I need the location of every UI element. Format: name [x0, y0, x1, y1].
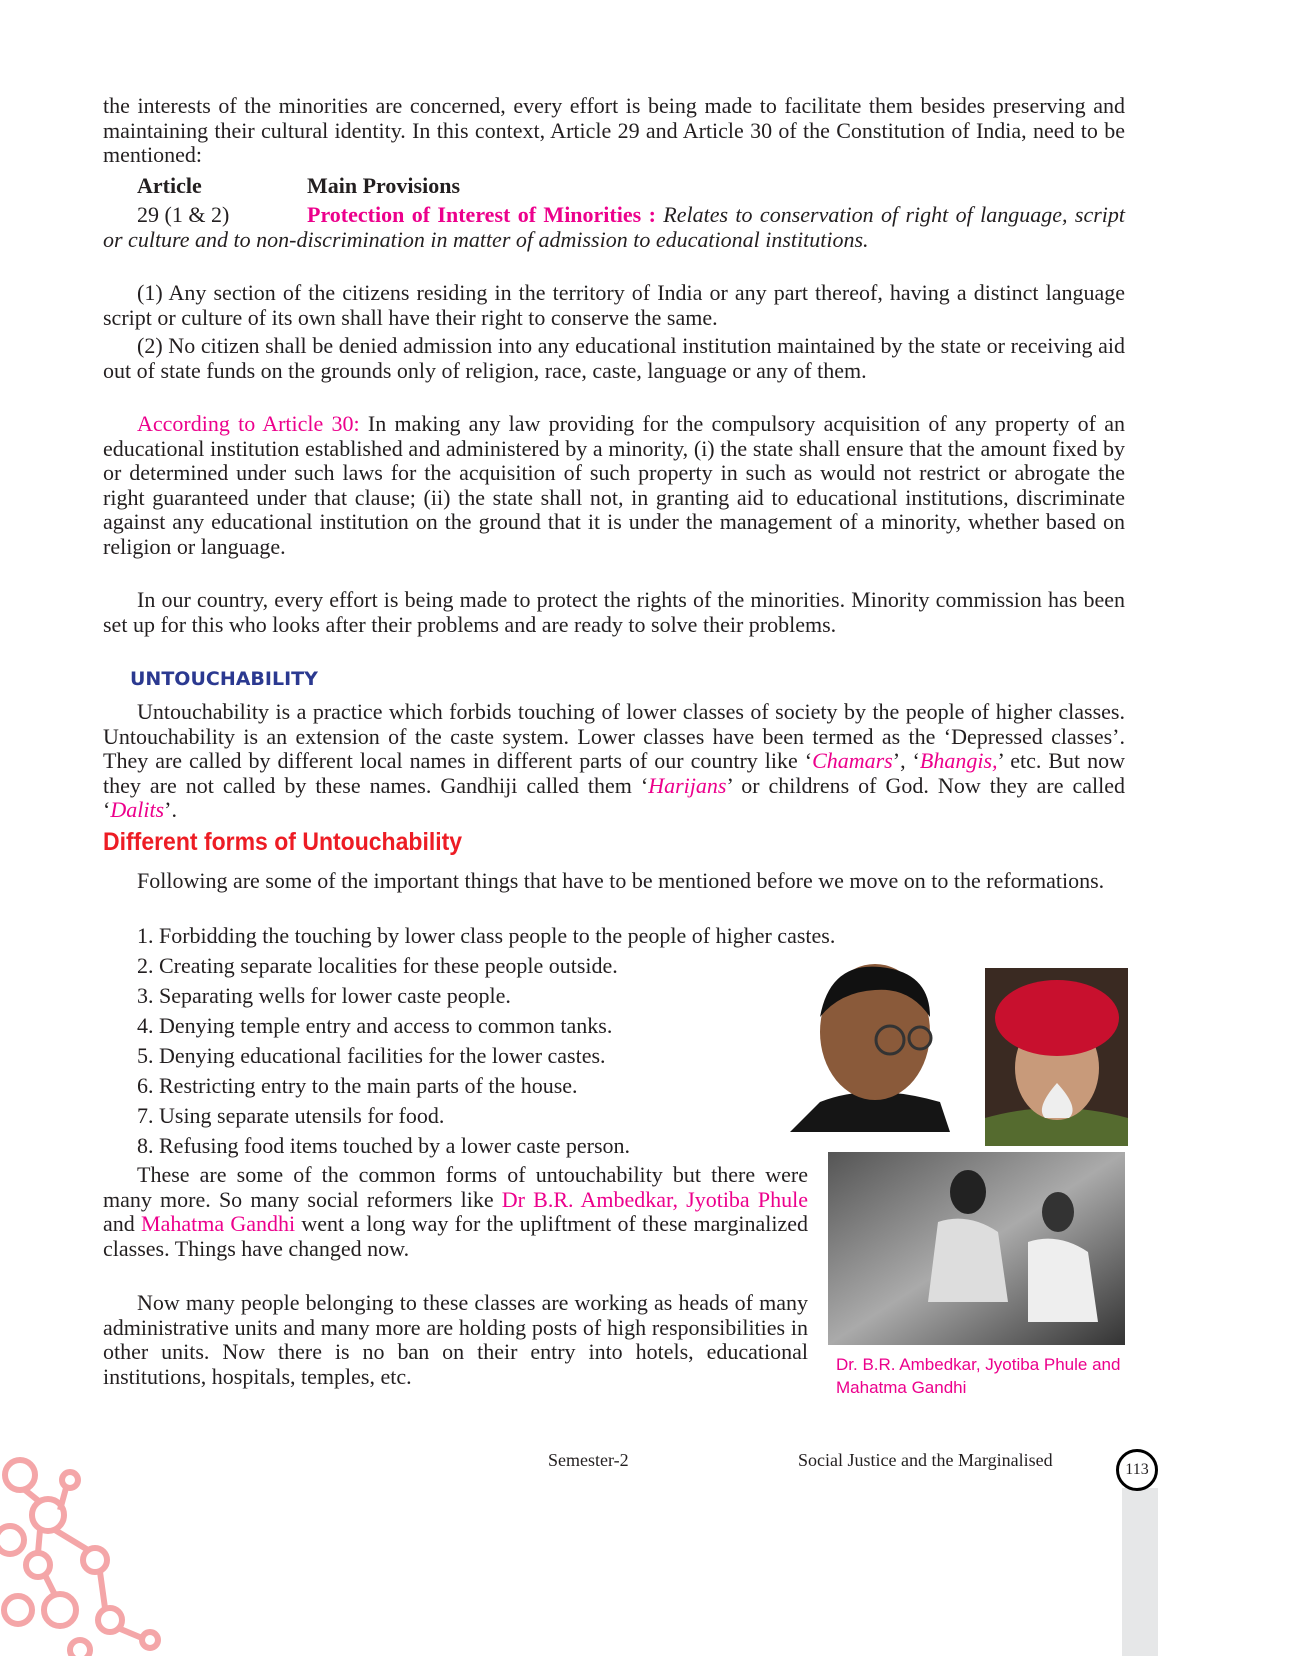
article-29-row — [103, 203, 1125, 252]
ambedkar-portrait — [790, 962, 950, 1132]
article-column-header: Article — [137, 173, 202, 198]
article-30-paragraph — [103, 412, 1125, 559]
page-number: 113 — [1116, 1449, 1158, 1491]
term-dalits: Dalits — [110, 797, 165, 822]
term-bhangis: Bhangis, — [919, 748, 998, 773]
term-harijans: Harijans — [648, 772, 727, 798]
list-item: 2. Creating separate localities for these people outside. — [137, 953, 618, 978]
page-tab — [1122, 1488, 1158, 1656]
image-caption: Dr. B.R. Ambedkar, Jyotiba Phule and Mahatma Gandhi — [836, 1355, 1121, 1397]
forms-intro: Following are some of the important things that have to be mentioned before we move on to the reformations. — [137, 868, 1105, 893]
reformers-group-photo — [828, 1152, 1125, 1345]
reformers-paragraph: These are some of the common forms of untouchability but there were many more. So many social reformers like Dr B.R. Ambedkar, Jyotiba Phule and Mahatma Gandhi went a long way for the upliftment of these marginalized classes. Things have changed now. — [103, 1162, 808, 1261]
reformers-names: Dr B.R. Ambedkar, Jyotiba Phule — [501, 1186, 808, 1212]
phule-portrait — [985, 968, 1128, 1146]
provisions-column-header: Main Provisions — [307, 173, 461, 198]
footer-semester: Semester-2 — [548, 1450, 629, 1470]
list-item: 3. Separating wells for lower caste people. — [137, 983, 511, 1008]
article-30-text: In making any law providing for the compulsory acquisition of any property of an educational institution established and administered by a minority, (i) the state shall ensure that the amount fixed by or determined under such laws for the acquisition of such property in such as would not restrict or abrogate the right guaranteed under that clause; (ii) the state shall not, in granting aid to educational institutions, discriminate against any educational institution on the ground that it is under the management of a minority, whether based on religion or language. — [103, 411, 1125, 559]
now-paragraph: Now many people belonging to these classes are working as heads of many administrative units and many more are holding posts of high responsibilities in other units. Now there is no ban on their entry into hotels, educational institutions, hospitals, temples, etc. — [103, 1290, 808, 1389]
list-item: 7. Using separate utensils for food. — [137, 1103, 445, 1128]
decorative-circles-icon — [0, 1440, 170, 1656]
untouchability-paragraph: Untouchability is a practice which forbids touching of lower classes of society by the people of higher classes. Untouchability is an extension of the caste system. Lower classes have been termed as the ‘Depressed classes’. They are called by different local names in different parts of our country like ‘Chamars’, ‘Bhangis,’ etc. But now they are not called by these names. Gandhiji called them ‘Harijans’ or childrens of God. Now they are called ‘Dalits’. — [103, 699, 1125, 822]
article-30-label: According to Article 30: — [137, 411, 360, 436]
intro-paragraph: the interests of the minorities are concerned, every effort is being made to facilitate them besides preserving and maintaining their cultural identity. In this context, Article 29 and Article 30 of the Constitution of India, need to be mentioned: — [103, 93, 1125, 167]
list-item: 5. Denying educational facilities for the lower castes. — [137, 1043, 606, 1068]
term-chamars: Chamars — [812, 748, 893, 773]
clause-1: (1) Any section of the citizens residing in the territory of India or any part thereof, having a distinct language script or culture of its own shall have their right to conserve the same. — [103, 280, 1125, 330]
untouchability-heading: UNTOUCHABILITY — [130, 668, 318, 690]
clause-2: (2) No citizen shall be denied admission into any educational institution maintained by the state or receiving aid out of state funds on the grounds only of religion, race, caste, language or any of them. — [103, 333, 1125, 383]
list-item: 8. Refusing food items touched by a lower caste person. — [137, 1133, 631, 1158]
forms-list — [137, 924, 835, 1164]
list-item: 4. Denying temple entry and access to common tanks. — [137, 1013, 613, 1038]
article-number: 29 (1 & 2) — [137, 202, 230, 227]
article-title: Protection of Interest of Minorities : — [307, 202, 656, 227]
list-item: 6. Restricting entry to the main parts of the house. — [137, 1073, 578, 1098]
minority-paragraph: In our country, every effort is being made to protect the rights of the minorities. Minority commission has been set up for this who looks after their problems and are ready to solve their problems. — [103, 587, 1125, 637]
forms-heading: Different forms of Untouchability — [103, 828, 463, 856]
reformer-gandhi: Mahatma Gandhi — [141, 1211, 296, 1236]
footer-chapter-title: Social Justice and the Marginalised — [798, 1450, 1053, 1470]
article-description: Relates to conservation of right of language, script or culture and to non-discrimination in matter of admission to educational institutions. — [103, 202, 1125, 252]
list-item: 1. Forbidding the touching by lower class people to the people of higher castes. — [137, 923, 836, 948]
